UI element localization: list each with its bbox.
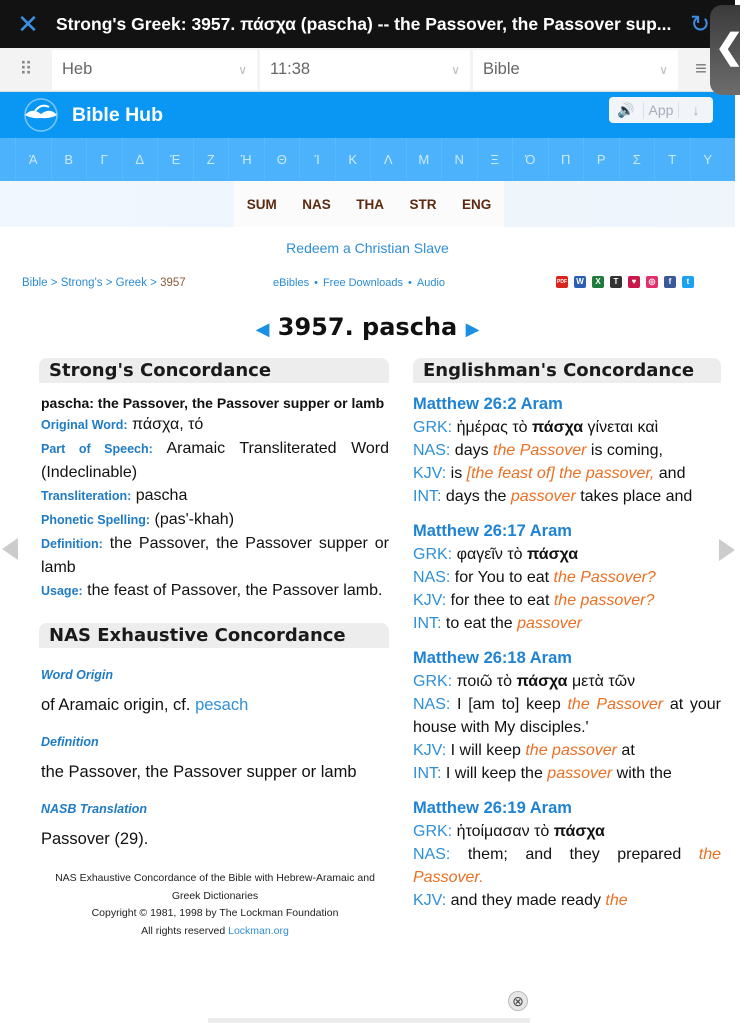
verse-reference-link[interactable]: Matthew 26:17 Aram <box>413 522 572 540</box>
breadcrumb-sep: > <box>146 277 161 289</box>
verse-text: at <box>616 742 635 759</box>
highlighted-phrase[interactable]: [the feast of] the passover, <box>466 465 655 482</box>
highlighted-phrase[interactable]: the Passover? <box>553 569 656 586</box>
entry-heading <box>0 313 735 341</box>
nas-concordance-title: NAS Exhaustive Concordance <box>39 623 389 648</box>
redeem-link[interactable]: Redeem a Christian Slave <box>286 240 449 256</box>
greek-alphabet-bar <box>0 138 735 181</box>
breadcrumb-sep: > <box>47 277 61 289</box>
alphabet-letter[interactable]: Ό <box>512 138 548 181</box>
verse-text: ἡμέρας τὸ <box>456 419 532 436</box>
highlighted-phrase[interactable]: the Passover. <box>413 846 721 886</box>
phonetic-label: Phonetic Spelling: <box>41 513 151 527</box>
highlighted-phrase[interactable]: passover <box>510 488 576 505</box>
excel-icon[interactable]: X <box>592 276 604 288</box>
version-select[interactable] <box>473 50 678 90</box>
verse-text: γίνεται καὶ <box>583 419 659 436</box>
alphabet-letter[interactable]: Τ <box>654 138 690 181</box>
breadcrumb-current: 3957 <box>160 277 186 289</box>
verse-text: them; and they prepared <box>467 846 699 863</box>
verse-text: ἡτοίμασαν τὸ <box>456 823 554 840</box>
word-icon[interactable]: W <box>574 276 586 288</box>
alphabet-letter[interactable]: Ί <box>299 138 335 181</box>
highlighted-phrase[interactable]: the passover? <box>553 592 655 609</box>
grk-label[interactable]: GRK: <box>413 419 453 436</box>
alphabet-letter[interactable]: Ά <box>15 138 51 181</box>
verse-text: I [am to] keep <box>457 696 568 713</box>
verse-kjv-line <box>413 889 721 912</box>
nas-label[interactable]: NAS: <box>413 569 451 586</box>
grid-menu-icon[interactable]: ⠿ <box>19 59 33 79</box>
kjv-label[interactable]: KJV: <box>413 465 447 482</box>
englishmans-concordance-title: Englishman's Concordance <box>413 358 721 383</box>
nas-label[interactable]: NAS: <box>413 696 451 713</box>
bible-hub-logo-icon[interactable] <box>22 97 60 133</box>
verse-text: and <box>654 465 686 482</box>
prev-entry-arrow-icon[interactable]: ◀ <box>255 319 270 340</box>
txt-icon[interactable]: T <box>610 276 622 288</box>
verse-entry <box>413 393 721 508</box>
verse-text: at your house with My disciples.' <box>413 696 721 736</box>
part-of-speech-label: Part of Speech: <box>41 442 153 456</box>
verse-reference-link[interactable]: Matthew 26:2 Aram <box>413 395 563 413</box>
verse-text: I will keep the <box>445 765 548 782</box>
browser-titlebar <box>0 0 735 48</box>
verse-text: to eat the <box>445 615 518 632</box>
copyright-line: NAS Exhaustive Concordance of the Bible with Hebrew-Aramaic and Greek Dictionaries <box>55 872 375 902</box>
resource-links <box>273 277 445 289</box>
brand-name[interactable]: Bible Hub <box>72 103 163 126</box>
breadcrumb-sep: > <box>102 277 116 289</box>
page-title: Strong's Greek: 3957. πάσχα (pascha) -- the Passover, the Passover sup... <box>56 13 672 34</box>
heart-icon[interactable]: ♥ <box>628 276 640 288</box>
transliteration-label: Transliteration: <box>41 489 132 503</box>
alphabet-letter[interactable]: Κ <box>335 138 371 181</box>
highlighted-phrase[interactable]: the <box>605 892 628 909</box>
word-origin-text: of Aramaic origin, cf. <box>41 696 196 714</box>
alphabet-letter[interactable]: Λ <box>370 138 406 181</box>
alphabet-letter[interactable]: Μ <box>406 138 442 181</box>
grk-label[interactable]: GRK: <box>413 673 453 690</box>
highlighted-phrase[interactable]: passover <box>517 615 582 632</box>
bible-nav-bar <box>0 48 735 92</box>
phonetic-value: (pas'-khah) <box>154 511 235 528</box>
verse-text: days the <box>445 488 511 505</box>
verse-text: I will keep <box>450 742 526 759</box>
verse-grk-line <box>413 543 721 566</box>
int-label[interactable]: INT: <box>413 488 442 505</box>
copyright-notice <box>41 870 389 940</box>
tab-sum[interactable]: SUM <box>246 196 277 212</box>
verse-reference-link[interactable]: Matthew 26:18 Aram <box>413 649 572 667</box>
definition-row <box>41 532 389 579</box>
alphabet-letter[interactable]: Έ <box>157 138 193 181</box>
entry-title: 3957. pascha <box>277 313 458 341</box>
download-icon[interactable]: ↓ <box>692 102 700 118</box>
app-toolbar <box>609 97 713 123</box>
verse-nas-line <box>413 439 721 462</box>
definition-label: Definition: <box>41 537 103 551</box>
word-origin-value <box>41 696 389 715</box>
verse-entry <box>413 797 721 912</box>
close-icon[interactable]: ✕ <box>17 8 39 39</box>
verse-grk-line <box>413 820 721 843</box>
nasb-translation-label: NASB Translation <box>41 802 148 816</box>
grk-label[interactable]: GRK: <box>413 546 453 563</box>
alphabet-letter[interactable]: Γ <box>86 138 122 181</box>
greek-keyword[interactable]: πάσχα <box>553 823 605 840</box>
overlay-close-icon[interactable]: ⊗ <box>508 991 528 1011</box>
chevron-down-icon: ∨ <box>238 62 247 77</box>
strongs-summary: pascha: the Passover, the Passover supper or lamb <box>41 395 385 411</box>
greek-keyword[interactable]: πάσχα <box>532 419 584 436</box>
nasb-translation-value: Passover (29). <box>41 830 149 848</box>
section-tabs <box>234 181 504 227</box>
strongs-concordance-title: Strong's Concordance <box>39 358 389 383</box>
reload-icon[interactable]: ↻ <box>690 11 711 38</box>
word-origin-label: Word Origin <box>41 668 113 682</box>
alphabet-letter[interactable]: Β <box>51 138 87 181</box>
alphabet-letter[interactable]: Π <box>548 138 584 181</box>
verse-select[interactable] <box>260 50 470 90</box>
highlighted-phrase[interactable]: the passover <box>525 742 617 759</box>
transliteration-value: pascha <box>135 487 188 504</box>
breadcrumb <box>22 277 186 289</box>
tab-tha[interactable]: THA <box>356 196 384 212</box>
alphabet-letter[interactable]: Σ <box>619 138 655 181</box>
verse-grk-line <box>413 670 721 693</box>
verse-kjv-line <box>413 739 721 762</box>
greek-keyword[interactable]: πάσχα <box>516 673 568 690</box>
nas-label[interactable]: NAS: <box>413 846 451 863</box>
speaker-icon[interactable]: 🔊 <box>609 102 644 119</box>
next-entry-arrow-icon[interactable]: ▶ <box>465 319 480 340</box>
chevron-down-icon: ∨ <box>659 62 668 77</box>
englishmans-column <box>413 358 721 912</box>
site-header <box>0 92 735 138</box>
verse-nas-line <box>413 566 721 589</box>
highlighted-phrase[interactable]: the Passover <box>567 696 664 713</box>
copyright-line <box>41 923 389 941</box>
book-select[interactable] <box>52 50 257 90</box>
kjv-label[interactable]: KJV: <box>413 592 447 609</box>
phonetic-row <box>41 508 389 532</box>
alphabet-letter[interactable]: Ξ <box>477 138 513 181</box>
rights-text: All rights reserved <box>141 924 229 937</box>
original-word-label: Original Word: <box>41 418 128 432</box>
alphabet-letter[interactable]: Δ <box>122 138 158 181</box>
tab-eng[interactable]: ENG <box>461 196 492 212</box>
verse-grk-line <box>413 416 721 439</box>
tab-str[interactable]: STR <box>409 196 437 212</box>
hamburger-menu-icon[interactable]: ≡ <box>695 58 707 80</box>
verse-text: for You to eat <box>454 569 554 586</box>
alphabet-letter[interactable]: Ν <box>441 138 477 181</box>
verse-kjv-line <box>413 589 721 612</box>
verse-int-line <box>413 762 721 785</box>
transliteration-row <box>41 484 389 508</box>
verse-text: takes place and <box>575 488 693 505</box>
int-label[interactable]: INT: <box>413 765 442 782</box>
breadcrumb-greek[interactable]: Greek <box>115 277 147 289</box>
bullet: • <box>314 277 318 289</box>
alphabet-letter[interactable]: Ρ <box>583 138 619 181</box>
free-downloads-link[interactable]: Free Downloads <box>322 277 404 289</box>
instagram-icon[interactable]: ◎ <box>646 276 658 288</box>
breadcrumb-strongs[interactable]: Strong's <box>60 277 103 289</box>
copyright-line: Copyright © 1981, 1998 by The Lockman Foundation <box>91 907 339 919</box>
verse-kjv-line <box>413 462 721 485</box>
tabs-row <box>0 181 735 227</box>
verse-entry <box>413 520 721 635</box>
usage-value: the feast of Passover, the Passover lamb. <box>87 582 383 599</box>
strongs-column <box>41 358 389 940</box>
part-of-speech-row <box>41 437 389 484</box>
verse-entry <box>413 647 721 785</box>
nas-definition-label: Definition <box>41 735 99 749</box>
verse-text: ποιῶ τὸ <box>456 673 517 690</box>
chevron-left-icon: ❮ <box>715 28 744 66</box>
verse-text: for thee to eat <box>450 592 554 609</box>
verse-select-value: 11:38 <box>270 60 311 78</box>
nas-label[interactable]: NAS: <box>413 442 451 459</box>
lockman-link[interactable]: Lockman.org <box>228 924 289 937</box>
alphabet-letter[interactable]: Ή <box>228 138 264 181</box>
chevron-down-icon: ∨ <box>451 62 460 77</box>
verse-text: is coming, <box>586 442 663 459</box>
definition-value: the Passover, the Passover supper or lamb <box>41 535 389 576</box>
verse-text: is <box>450 465 467 482</box>
alphabet-letter[interactable]: Θ <box>264 138 300 181</box>
next-page-arrow-icon[interactable] <box>719 539 735 561</box>
nas-definition-value: the Passover, the Passover supper or lamb <box>41 763 357 781</box>
pesach-link[interactable]: pesach <box>195 696 249 714</box>
verse-nas-line <box>413 843 721 889</box>
share-icons <box>556 276 694 288</box>
pdf-icon[interactable]: PDF <box>556 276 568 288</box>
ebibles-link[interactable]: eBibles <box>273 277 310 289</box>
highlighted-phrase[interactable]: the Passover <box>493 442 587 459</box>
twitter-icon[interactable]: t <box>682 276 694 288</box>
int-label[interactable]: INT: <box>413 615 442 632</box>
verse-reference-link[interactable]: Matthew 26:19 Aram <box>413 799 572 817</box>
alphabet-letter[interactable]: Ζ <box>193 138 229 181</box>
tab-nas[interactable]: NAS <box>302 196 331 212</box>
side-panel-handle[interactable] <box>710 5 744 95</box>
verse-text: μετὰ τῶν <box>567 673 636 690</box>
facebook-icon[interactable]: f <box>664 276 676 288</box>
kjv-label[interactable]: KJV: <box>413 892 447 909</box>
verse-int-line <box>413 612 721 635</box>
breadcrumb-bible[interactable]: Bible <box>22 277 48 289</box>
verse-text: and they made ready <box>450 892 606 909</box>
highlighted-phrase[interactable]: passover <box>547 765 613 782</box>
audio-link[interactable]: Audio <box>416 277 446 289</box>
prev-page-arrow-icon[interactable] <box>2 538 18 560</box>
verse-int-line <box>413 485 721 508</box>
bottom-toolbar <box>208 1018 530 1023</box>
bullet: • <box>408 277 412 289</box>
app-button[interactable]: App <box>644 102 679 118</box>
part-of-speech-value: Aramaic Transliterated Word (Indeclinable) <box>41 440 390 481</box>
verse-text: days <box>454 442 494 459</box>
grk-label[interactable]: GRK: <box>413 823 453 840</box>
verse-nas-line <box>413 693 721 739</box>
kjv-label[interactable]: KJV: <box>413 742 447 759</box>
book-select-value: Heb <box>62 60 93 78</box>
version-select-value: Bible <box>483 60 520 78</box>
original-word-row <box>41 413 389 437</box>
usage-label: Usage: <box>41 584 83 598</box>
usage-row <box>41 579 389 603</box>
verse-text: φαγεῖν τὸ <box>456 546 527 563</box>
original-word-value: πάσχα, τό <box>132 416 204 433</box>
alphabet-letter[interactable]: Υ <box>690 138 726 181</box>
greek-keyword[interactable]: πάσχα <box>527 546 579 563</box>
verse-list <box>413 393 721 912</box>
verse-text: with the <box>612 765 672 782</box>
